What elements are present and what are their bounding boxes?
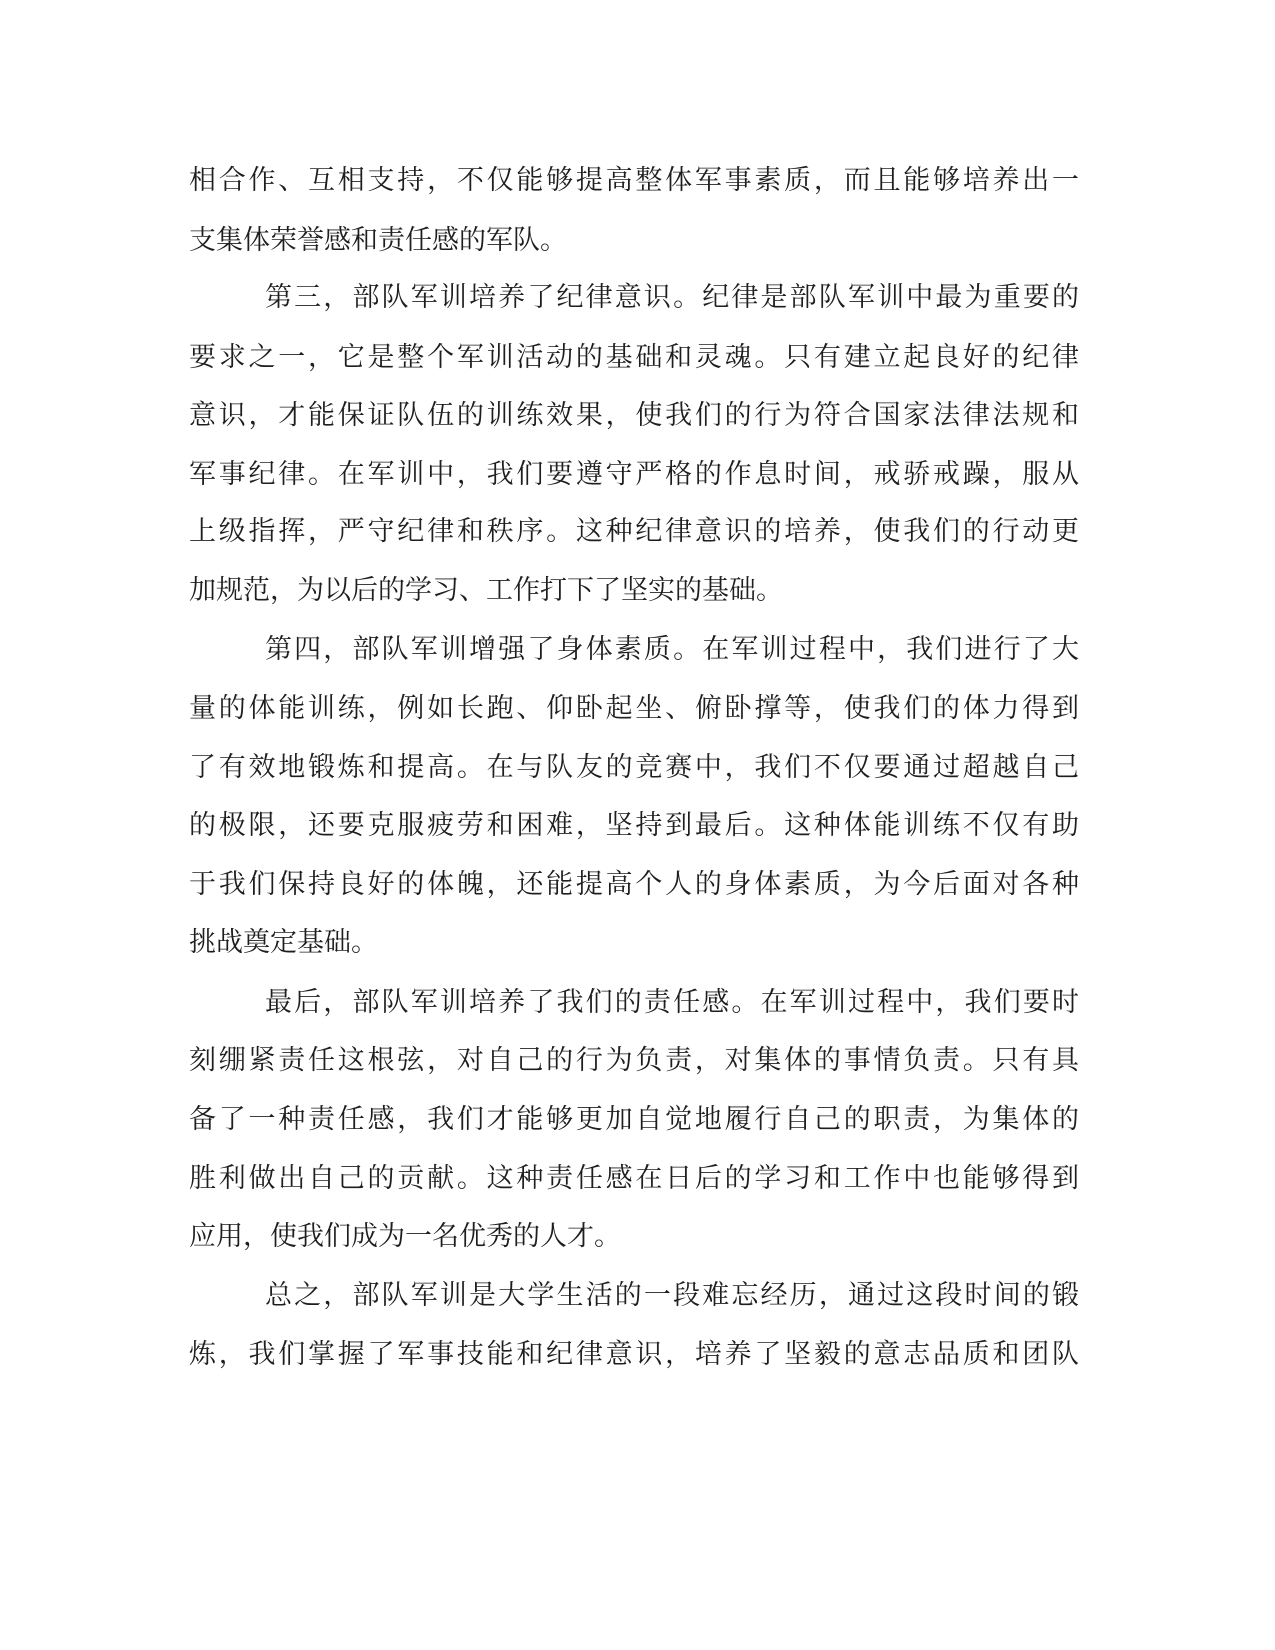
text-line: 挑战奠定基础。 <box>189 927 378 958</box>
text-line: 炼，我们掌握了军事技能和纪律意识，培养了坚毅的意志品质和团队 <box>189 1339 1079 1370</box>
text-line: 要求之一，它是整个军训活动的基础和灵魂。只有建立起良好的纪律 <box>189 342 1079 373</box>
text-line: 上级指挥，严守纪律和秩序。这种纪律意识的培养，使我们的行动更 <box>189 516 1079 547</box>
paragraph-start-line: 第四，部队军训增强了身体素质。在军训过程中，我们进行了大 <box>265 634 1079 665</box>
text-line: 支集体荣誉感和责任感的军队。 <box>189 225 567 256</box>
paragraph-start-line: 第三，部队军训培养了纪律意识。纪律是部队军训中最为重要的 <box>265 282 1079 313</box>
text-line: 了有效地锻炼和提高。在与队友的竞赛中，我们不仅要通过超越自己 <box>189 752 1079 783</box>
text-line: 量的体能训练，例如长跑、仰卧起坐、俯卧撑等，使我们的体力得到 <box>189 693 1079 724</box>
paragraph-start-line: 最后，部队军训培养了我们的责任感。在军训过程中，我们要时 <box>265 987 1079 1018</box>
text-line: 于我们保持良好的体魄，还能提高个人的身体素质，为今后面对各种 <box>189 869 1079 900</box>
text-line: 刻绷紧责任这根弦，对自己的行为负责，对集体的事情负责。只有具 <box>189 1045 1079 1076</box>
text-line: 相合作、互相支持，不仅能够提高整体军事素质，而且能够培养出一 <box>189 165 1079 196</box>
text-line: 意识，才能保证队伍的训练效果，使我们的行为符合国家法律法规和 <box>189 400 1079 431</box>
text-line: 的极限，还要克服疲劳和困难，坚持到最后。这种体能训练不仅有助 <box>189 810 1079 841</box>
text-line: 应用，使我们成为一名优秀的人才。 <box>189 1221 621 1252</box>
text-line: 军事纪律。在军训中，我们要遵守严格的作息时间，戒骄戒躁，服从 <box>189 459 1079 490</box>
text-line: 备了一种责任感，我们才能够更加自觉地履行自己的职责，为集体的 <box>189 1104 1079 1135</box>
text-line: 加规范，为以后的学习、工作打下了坚实的基础。 <box>189 575 783 606</box>
text-line: 胜利做出自己的贡献。这种责任感在日后的学习和工作中也能够得到 <box>189 1163 1079 1194</box>
paragraph-start-line: 总之，部队军训是大学生活的一段难忘经历，通过这段时间的锻 <box>265 1280 1079 1311</box>
